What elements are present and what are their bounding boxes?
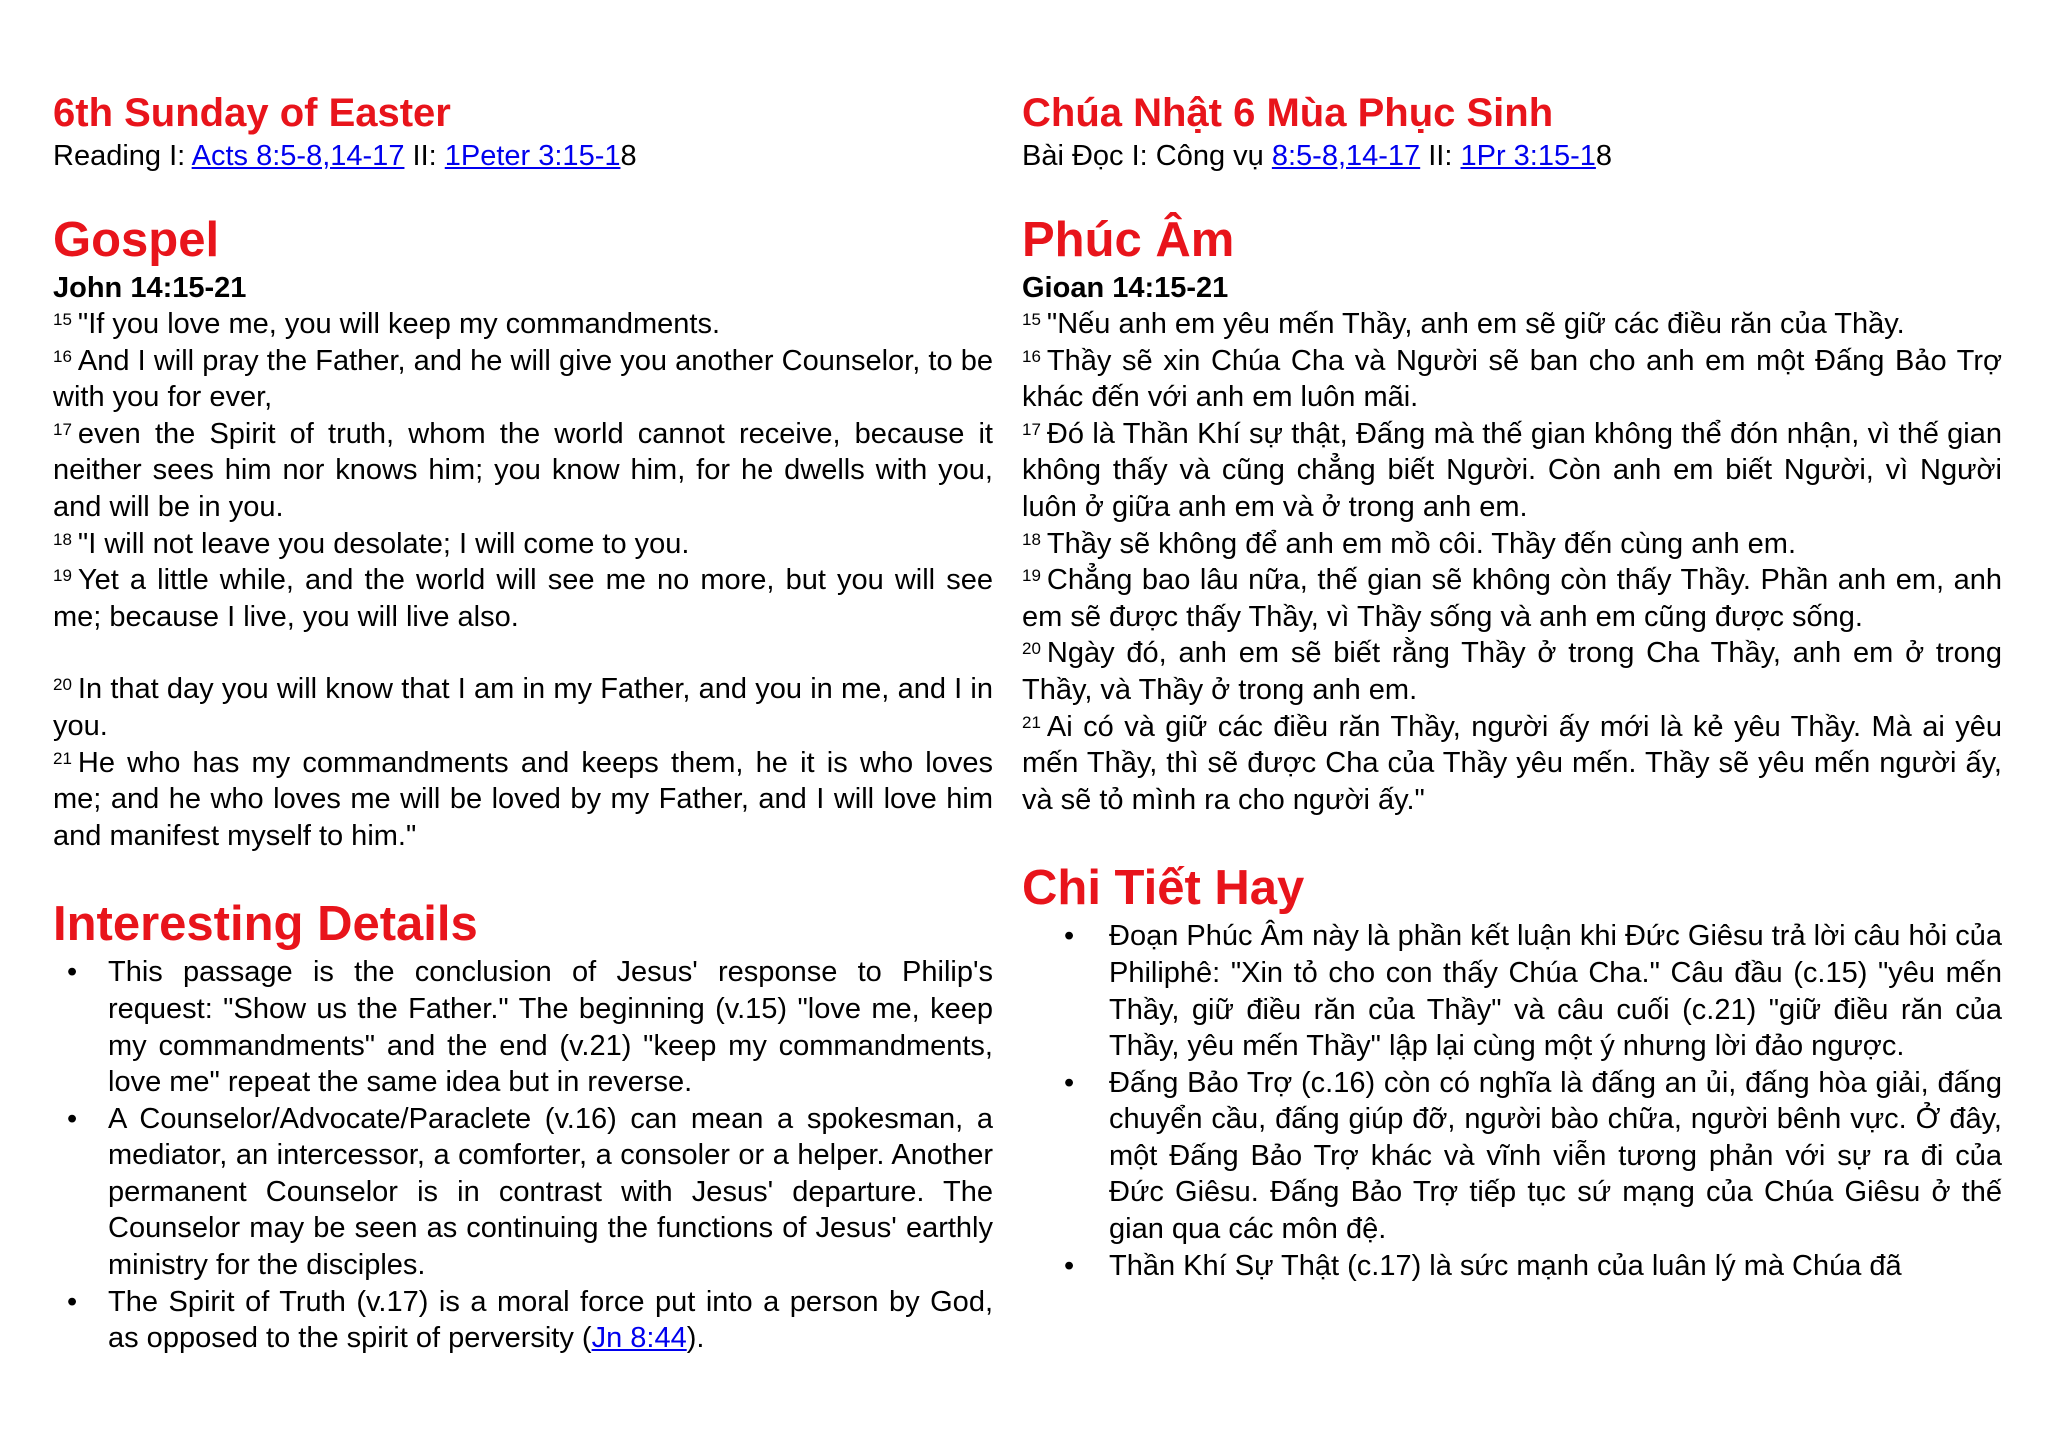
- verse-number: 15: [53, 310, 72, 329]
- reading-line-vi: Bài Đọc I: Công vụ 8:5-8,14-17 II: 1Pr 3:15-18: [1022, 140, 1613, 172]
- vietnamese-column: [1022, 88, 2002, 1284]
- bullet-icon: •: [1064, 920, 1075, 953]
- verse-vi: $^{20}$ Ngày đó, anh em sẽ biết rằng Thầy ở trong Cha Thầy, anh em ở trong Thầy, và Thầy ở trong anh em.: [1022, 637, 2002, 706]
- verse-en: $^{16}$ And I will pray the Father, and he will give you another Counselor, to be with you for ever,: [53, 344, 993, 414]
- verse-number: 19: [1022, 566, 1041, 586]
- bullet-icon: •: [67, 1285, 78, 1318]
- verse-number: 18: [1022, 529, 1041, 549]
- verse-number: 19: [53, 566, 72, 586]
- verse-number: 21: [1022, 712, 1041, 732]
- reading-link-acts[interactable]: Acts 8:5-8,14-17: [191, 140, 405, 172]
- bullet-icon: •: [1064, 1249, 1075, 1282]
- reference-link-jn[interactable]: Jn 8:44: [591, 1322, 687, 1355]
- english-column: [53, 88, 993, 1357]
- reading-link-1peter[interactable]: 1Peter 3:15-1: [444, 140, 621, 172]
- list-item: • The Spirit of Truth (v.17) is a moral force put into a person by God, as opposed to the spirit of perversity (Jn 8:44).: [67, 1285, 993, 1355]
- page-title-en: 6th Sunday of Easter: [53, 91, 451, 135]
- verse-en: $^{19}$ Yet a little while, and the world will see me no more, but you will see me; because I live, you will live also.: [53, 564, 993, 633]
- verse-number: 16: [1022, 346, 1041, 366]
- verse-number: 16: [53, 346, 72, 366]
- verse-number: 15: [1022, 310, 1041, 329]
- details-list-en: [53, 954, 993, 1357]
- verse-number: 18: [53, 529, 72, 549]
- list-item: • Thần Khí Sự Thật (c.17) là sức mạnh của luân lý mà Chúa đã: [1022, 1248, 2002, 1285]
- list-item: • This passage is the conclusion of Jesus' response to Philip's request: "Show us the Father." The beginning (v.15) "love me, keep my commandments" and the end (v.21) "keep my commandments, love me" repeat the same idea but in reverse.: [67, 956, 993, 1099]
- reading-link-1pr[interactable]: 1Pr 3:15-1: [1460, 140, 1596, 172]
- details-heading-en: Interesting Details: [53, 897, 478, 952]
- verse-vi: $^{16}$ Thầy sẽ xin Chúa Cha và Người sẽ ban cho anh em một Đấng Bảo Trợ khác đến với anh em luôn mãi.: [1022, 344, 2002, 414]
- details-list-vi: [1022, 918, 2002, 1284]
- list-item: • Đấng Bảo Trợ (c.16) còn có nghĩa là đấng an ủi, đấng hòa giải, đấng chuyển cầu, đấng giúp đỡ, người bào chữa, người bênh vực. Ở đây, một Đấng Bảo Trợ khác và vĩnh viễn tương phản với sự ra đi của Đức Giêsu. Đấng Bảo Trợ tiếp tục sứ mạng của Chúa Giêsu ở thế gian qua các môn đệ.: [1064, 1066, 2002, 1246]
- verse-en: $^{17}$ even the Spirit of truth, whom the world cannot receive, because it neither sees him nor knows him; you know him, for he dwells with you, and will be in you.: [53, 417, 993, 523]
- details-heading-vi: Chi Tiết Hay: [1022, 861, 1305, 916]
- bullet-icon: •: [1064, 1066, 1075, 1099]
- page-title-vi: Chúa Nhật 6 Mùa Phục Sinh: [1022, 91, 1554, 135]
- verse-vi: $^{21}$ Ai có và giữ các điều răn Thầy, người ấy mới là kẻ yêu Thầy. Mà ai yêu mến Thầy, thì sẽ được Cha của Thầy yêu mến. Thầy sẽ yêu mến người ấy, và sẽ tỏ mình ra cho người ấy.": [1022, 710, 2002, 816]
- gospel-heading-vi: Phúc Âm: [1022, 213, 1235, 267]
- verse-number: 17: [53, 419, 72, 439]
- reading-line-en: Reading I: Acts 8:5-8,14-17 II: 1Peter 3:15-18: [53, 140, 637, 172]
- verse-en: $^{15}$ "If you love me, you will keep my commandments.: [53, 308, 721, 340]
- bullet-icon: •: [67, 1102, 78, 1135]
- reading-link-congvu[interactable]: 8:5-8,14-17: [1271, 140, 1421, 172]
- verse-vi: $^{19}$ Chẳng bao lâu nữa, thế gian sẽ không còn thấy Thầy. Phần anh em, anh em sẽ được thấy Thầy, vì Thầy sống và anh em cũng được sống.: [1022, 564, 2002, 633]
- verse-en: $^{18}$ "I will not leave you desolate; I will come to you.: [53, 527, 690, 560]
- verse-number: 17: [1022, 419, 1041, 439]
- list-item: • A Counselor/Advocate/Paraclete (v.16) can mean a spokesman, a mediator, an intercessor, a comforter, a consoler or a helper. Another permanent Counselor is in contrast with Jesus' departure. The Counselor may be seen as continuing the functions of Jesus' earthly ministry for the disciples.: [67, 1102, 993, 1282]
- verse-vi: $^{18}$ Thầy sẽ không để anh em mồ côi. Thầy đến cùng anh em.: [1022, 527, 1797, 560]
- gospel-heading-en: Gospel: [53, 213, 220, 267]
- list-item: • Đoạn Phúc Âm này là phần kết luận khi Đức Giêsu trả lời câu hỏi của Philiphê: "Xin tỏ cho con thấy Chúa Cha." Câu đầu (c.15) "yêu mến Thầy, giữ điều răn của Thầy" và câu cuối (c.21) "giữ điều răn của Thầy, yêu mến Thầy" lập lại cùng một ý nhưng lời đảo ngược.: [1064, 920, 2002, 1063]
- verse-en: $^{21}$ He who has my commandments and keeps them, he it is who loves me; and he who loves me will be loved by my Father, and I will love him and manifest myself to him.": [53, 746, 993, 852]
- bullet-icon: •: [67, 956, 78, 989]
- verse-vi: $^{17}$ Đó là Thần Khí sự thật, Đấng mà thế gian không thể đón nhận, vì thế gian không thấy và cũng chẳng biết Người. Còn anh em biết Người, vì Người luôn ở giữa anh em và ở trong anh em.: [1022, 417, 2002, 523]
- gospel-ref-en: John 14:15-21: [53, 272, 247, 304]
- verse-number: 21: [53, 748, 72, 768]
- verse-en: $^{20}$ In that day you will know that I am in my Father, and you in me, and I in you.: [53, 673, 993, 742]
- paragraph-gap: [53, 635, 993, 671]
- verse-vi: $^{15}$ "Nếu anh em yêu mến Thầy, anh em sẽ giữ các điều răn của Thầy.: [1022, 308, 1905, 340]
- gospel-ref-vi: Gioan 14:15-21: [1022, 272, 1229, 304]
- verse-number: 20: [1022, 639, 1041, 659]
- verse-number: 20: [53, 675, 72, 695]
